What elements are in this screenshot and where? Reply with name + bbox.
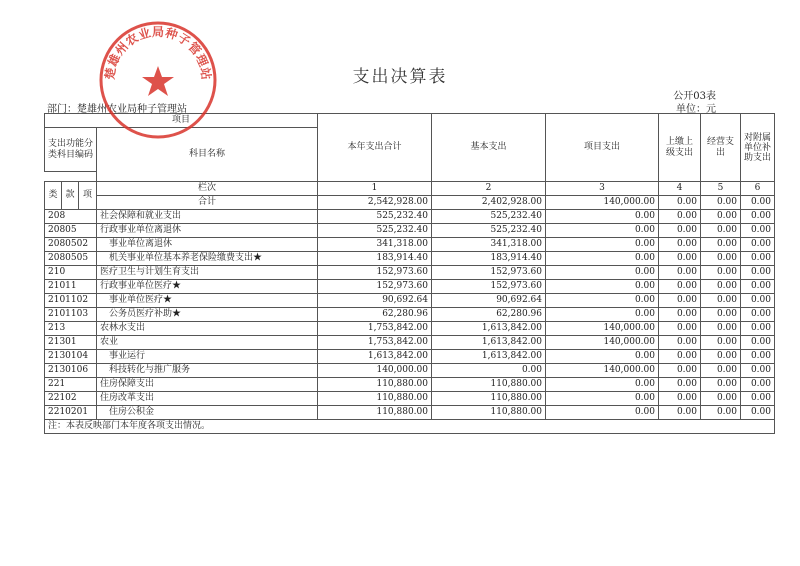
table-row [45,280,775,294]
row-col5: 0.00 [701,392,741,406]
row-col2: 90,692.64 [432,294,546,308]
row-col3: 0.00 [546,210,659,224]
row-subject-name: 事业单位医疗★ [97,294,318,308]
row-col3: 0.00 [546,266,659,280]
row-code: 2210201 [45,406,97,420]
official-seal-icon [96,18,220,142]
col-number-6: 6 [741,182,775,196]
row-col1: 341,318.00 [318,238,432,252]
row-col5: 0.00 [701,238,741,252]
row-col5: 0.00 [701,224,741,238]
row-col4: 0.00 [659,322,701,336]
col-number-2: 2 [432,182,546,196]
row-col6: 0.00 [741,224,775,238]
row-col6: 0.00 [741,238,775,252]
header-func-code: 支出功能分类科目编码 [45,128,97,172]
table-row [45,406,775,420]
table-row [45,322,775,336]
row-subject-name: 事业运行 [97,350,318,364]
row-col1: 525,232.40 [318,224,432,238]
table-row [45,294,775,308]
header-lei: 类 [45,182,62,210]
row-col4: 0.00 [659,406,701,420]
row-col2: 152,973.60 [432,266,546,280]
row-col1: 152,973.60 [318,280,432,294]
header-col1: 本年支出合计 [318,114,432,182]
row-col4: 0.00 [659,378,701,392]
col-number-4: 4 [659,182,701,196]
row-col1: 90,692.64 [318,294,432,308]
row-col4: 0.00 [659,210,701,224]
department-label: 部门：楚雄州农业局种子管理站 [47,104,187,115]
row-col2: 62,280.96 [432,308,546,322]
row-subject-name: 社会保障和就业支出 [97,210,318,224]
row-col6: 0.00 [741,266,775,280]
row-code: 213 [45,322,97,336]
row-col5: 0.00 [701,350,741,364]
row-col6: 0.00 [741,378,775,392]
row-col6: 0.00 [741,350,775,364]
header-kuan: 款 [62,182,79,210]
table-row [45,308,775,322]
total-c1: 2,542,928.00 [318,196,432,210]
page-title: 支出决算表 [352,67,448,87]
row-col1: 152,973.60 [318,266,432,280]
table-row [45,392,775,406]
header-col4: 上缴上级支出 [659,114,701,182]
row-col6: 0.00 [741,336,775,350]
total-c3: 140,000.00 [546,196,659,210]
row-col5: 0.00 [701,322,741,336]
table-row [45,210,775,224]
header-project: 项目 [45,114,318,128]
row-col2: 152,973.60 [432,280,546,294]
row-col1: 1,613,842.00 [318,350,432,364]
row-subject-name: 公务员医疗补助★ [97,308,318,322]
row-col6: 0.00 [741,322,775,336]
total-label: 合计 [97,196,318,210]
row-subject-name: 农林水支出 [97,322,318,336]
row-col5: 0.00 [701,294,741,308]
row-col2: 1,613,842.00 [432,336,546,350]
form-code: 公开03表 [673,91,716,102]
total-c2: 2,402,928.00 [432,196,546,210]
table-row [45,350,775,364]
row-col1: 183,914.40 [318,252,432,266]
row-col4: 0.00 [659,350,701,364]
row-code: 20805 [45,224,97,238]
row-code: 21011 [45,280,97,294]
row-code: 22102 [45,392,97,406]
table-row [45,378,775,392]
table-row [45,364,775,378]
row-col3: 0.00 [546,294,659,308]
row-subject-name: 科技转化与推广服务 [97,364,318,378]
total-c5: 0.00 [701,196,741,210]
table-row [45,336,775,350]
row-code: 208 [45,210,97,224]
col-number-1: 1 [318,182,432,196]
row-subject-name: 机关事业单位基本养老保险缴费支出★ [97,252,318,266]
row-subject-name: 住房保障支出 [97,378,318,392]
row-col4: 0.00 [659,294,701,308]
row-col4: 0.00 [659,308,701,322]
row-col5: 0.00 [701,266,741,280]
row-col6: 0.00 [741,406,775,420]
row-col2: 525,232.40 [432,224,546,238]
row-col6: 0.00 [741,280,775,294]
row-col4: 0.00 [659,364,701,378]
table-row [45,238,775,252]
row-subject-name: 行政事业单位医疗★ [97,280,318,294]
col-number-3: 3 [546,182,659,196]
row-col4: 0.00 [659,280,701,294]
row-col3: 140,000.00 [546,364,659,378]
row-col3: 0.00 [546,406,659,420]
row-col4: 0.00 [659,224,701,238]
row-col5: 0.00 [701,364,741,378]
header-col5: 经营支出 [701,114,741,182]
row-col1: 110,880.00 [318,378,432,392]
row-col5: 0.00 [701,336,741,350]
total-c4: 0.00 [659,196,701,210]
row-col5: 0.00 [701,308,741,322]
row-col3: 0.00 [546,280,659,294]
row-col3: 0.00 [546,350,659,364]
row-col5: 0.00 [701,406,741,420]
header-subject-name: 科目名称 [97,128,318,182]
row-subject-name: 住房改革支出 [97,392,318,406]
row-col4: 0.00 [659,336,701,350]
row-col2: 183,914.40 [432,252,546,266]
row-code: 210 [45,266,97,280]
row-code: 2130104 [45,350,97,364]
row-col3: 0.00 [546,392,659,406]
row-col3: 0.00 [546,238,659,252]
row-col2: 1,613,842.00 [432,350,546,364]
row-col6: 0.00 [741,294,775,308]
row-col3: 0.00 [546,252,659,266]
row-col2: 525,232.40 [432,210,546,224]
row-col1: 140,000.00 [318,364,432,378]
row-code: 221 [45,378,97,392]
row-col3: 140,000.00 [546,336,659,350]
row-col6: 0.00 [741,392,775,406]
header-col3: 项目支出 [546,114,659,182]
row-col3: 0.00 [546,378,659,392]
row-col2: 0.00 [432,364,546,378]
row-col3: 140,000.00 [546,322,659,336]
row-col1: 1,753,842.00 [318,336,432,350]
row-subject-name: 行政事业单位离退休 [97,224,318,238]
row-col5: 0.00 [701,280,741,294]
row-col4: 0.00 [659,238,701,252]
row-col6: 0.00 [741,308,775,322]
row-col3: 0.00 [546,224,659,238]
row-col5: 0.00 [701,210,741,224]
header-col2: 基本支出 [432,114,546,182]
unit-label: 单位：元 [676,104,716,115]
row-col2: 110,880.00 [432,392,546,406]
row-code: 2080505 [45,252,97,266]
row-col4: 0.00 [659,252,701,266]
seal-text: 楚雄州农业局种子管理站 [102,24,214,81]
row-col2: 1,613,842.00 [432,322,546,336]
row-subject-name: 事业单位离退休 [97,238,318,252]
row-subject-name: 农业 [97,336,318,350]
row-code: 21301 [45,336,97,350]
row-code: 2101103 [45,308,97,322]
row-col1: 525,232.40 [318,210,432,224]
row-code: 2130106 [45,364,97,378]
row-col5: 0.00 [701,252,741,266]
row-col1: 110,880.00 [318,406,432,420]
row-col2: 341,318.00 [432,238,546,252]
table-row [45,224,775,238]
row-subject-name: 住房公积金 [97,406,318,420]
row-col2: 110,880.00 [432,406,546,420]
col-number-5: 5 [701,182,741,196]
row-code: 2080502 [45,238,97,252]
row-col4: 0.00 [659,392,701,406]
table-row [45,266,775,280]
row-col2: 110,880.00 [432,378,546,392]
header-lanci: 栏次 [97,182,318,196]
header-col6: 对附属单位补助支出 [741,114,775,182]
row-col3: 0.00 [546,308,659,322]
row-col6: 0.00 [741,252,775,266]
row-col1: 110,880.00 [318,392,432,406]
row-col1: 62,280.96 [318,308,432,322]
expenditure-table [44,113,775,434]
row-col6: 0.00 [741,210,775,224]
total-c6: 0.00 [741,196,775,210]
row-subject-name: 医疗卫生与计划生育支出 [97,266,318,280]
table-row [45,252,775,266]
row-col5: 0.00 [701,378,741,392]
header-xiang: 项 [79,182,97,210]
row-col6: 0.00 [741,364,775,378]
row-col4: 0.00 [659,266,701,280]
table-note: 注：本表反映部门本年度各项支出情况。 [45,420,775,434]
row-code: 2101102 [45,294,97,308]
row-col1: 1,753,842.00 [318,322,432,336]
